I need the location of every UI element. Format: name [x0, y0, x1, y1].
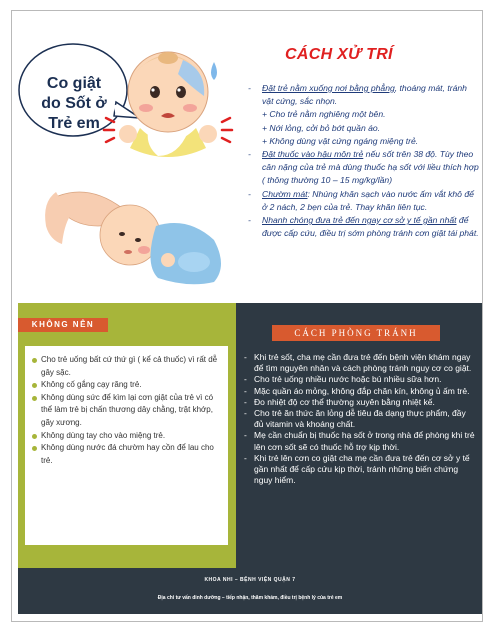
- prevention-list: [244, 352, 476, 486]
- dont-list: [31, 354, 222, 467]
- prevention-item: - Cho trẻ uống nhiều nước hoặc bú nhiều sữa hơn.: [244, 374, 476, 385]
- dont-item: Cho trẻ uống bất cứ thứ gì ( kể cả thuốc) vì rất dễ gây sặc.: [31, 354, 222, 379]
- dont-list-box: [25, 346, 228, 545]
- footer-address: Địa chỉ tư vấn dinh dưỡng – tiếp nhận, thăm khám, điều trị bệnh lý của trẻ em: [157, 595, 343, 601]
- dont-item: Không dùng nước đá chườm hay cồn để lau cho trẻ.: [31, 442, 222, 467]
- treatment-sub-item: + Nới lỏng, cởi bỏ bớt quần áo.: [262, 122, 381, 133]
- speech-bubble-text: [24, 74, 124, 134]
- prevention-item: - Khi trẻ sốt, cha mẹ cần đưa trẻ đến bệnh viện khám ngay để tìm nguyên nhân và cách phòng tránh nguy cơ co giật.: [244, 352, 476, 374]
- treatment-item: [248, 214, 480, 240]
- treatment-item-2-key: Đặt thuốc vào hậu môn trẻ: [262, 149, 364, 160]
- footer-hospital: KHOA NHI – BỆNH VIỆN QUẬN 7: [204, 577, 296, 583]
- feverish-baby-illustration: [18, 30, 234, 288]
- treatment-item-1-text: , thoáng mát, tránh vật cứng, sắc nhọn.: [262, 83, 467, 107]
- prevention-item: - Mẹ cần chuẩn bị thuốc hạ sốt ở trong nhà để phòng khi trẻ lên cơn sốt sẽ có thuốc hỗ trợ kịp thời.: [244, 430, 476, 452]
- treatment-item: [248, 148, 480, 188]
- prevention-item: - Đo nhiệt độ cơ thể thường xuyên bằng nhiệt kế.: [244, 397, 476, 408]
- treatment-item-4-text: để được cấp cứu, điều trị sớm phòng tránh cơn giật tái phát.: [262, 215, 479, 239]
- dont-item: Không cố gắng cạy răng trẻ.: [31, 379, 222, 392]
- treatment-title: CÁCH XỬ TRÍ: [285, 46, 393, 63]
- prevention-title-ribbon: [272, 325, 440, 341]
- treatment-item: [248, 188, 480, 214]
- treatment-item-3-text: : Nhúng khăn sạch vào nước ấm vắt khô để ở 2 nách, 2 bẹn của trẻ. Thay khăn liên tục.: [262, 188, 474, 212]
- prevention-item: - Mặc quần áo mỏng, không đắp chăn kín, không ủ ấm trẻ.: [244, 386, 476, 397]
- treatment-list: [248, 82, 480, 240]
- dont-item: Không dùng tay cho vào miệng trẻ.: [31, 430, 222, 443]
- treatment-sub-item: + Không dùng vật cứng ngáng miệng trẻ.: [262, 135, 419, 146]
- bubble-line-3: Trẻ em: [48, 115, 100, 132]
- treatment-item-2-text: nếu sốt trên 38 độ. Tùy theo cân nặng của trẻ mà dùng thuốc hạ sốt với liều thích hợp ( thông thường 10 – 15 mg/kg/lần): [262, 149, 479, 186]
- treatment-item: [248, 82, 480, 108]
- bubble-line-2: do Sốt ở: [41, 95, 107, 112]
- treatment-item-3-key: Chườm mát: [262, 188, 308, 199]
- prevention-item: - Khi trẻ lên cơn co giật cha mẹ cần đưa trẻ đến cơ sở y tế gần nhất để cấp cứu kịp thời, tránh những biến chứng nguy hiểm.: [244, 453, 476, 487]
- treatment-sub-item: + Cho trẻ nằm nghiêng một bên.: [262, 109, 386, 120]
- dont-title: KHÔNG NÊN: [31, 320, 95, 329]
- baby-image: [18, 30, 234, 288]
- treatment-item-4-key: Nhanh chóng đưa trẻ đến ngay cơ sở y tế gần nhất: [262, 215, 457, 226]
- prevention-title: CÁCH PHÒNG TRÁNH: [294, 328, 418, 338]
- bubble-line-1: Co giật: [46, 75, 102, 92]
- dont-item: Không dùng sức để kìm lại cơn giật của trẻ vì có thể làm trẻ bị chấn thương dây chằng, trật khớp, gãy xương.: [31, 392, 222, 430]
- treatment-item-1-key: Đặt trẻ nằm xuống nơi bằng phẳng: [262, 83, 395, 93]
- footer: [18, 568, 482, 614]
- prevention-item: - Cho trẻ ăn thức ăn lỏng dễ tiêu đa dạng thực phẩm, đầy đủ vitamin và khoáng chất.: [244, 408, 476, 430]
- dont-title-ribbon: [18, 318, 108, 332]
